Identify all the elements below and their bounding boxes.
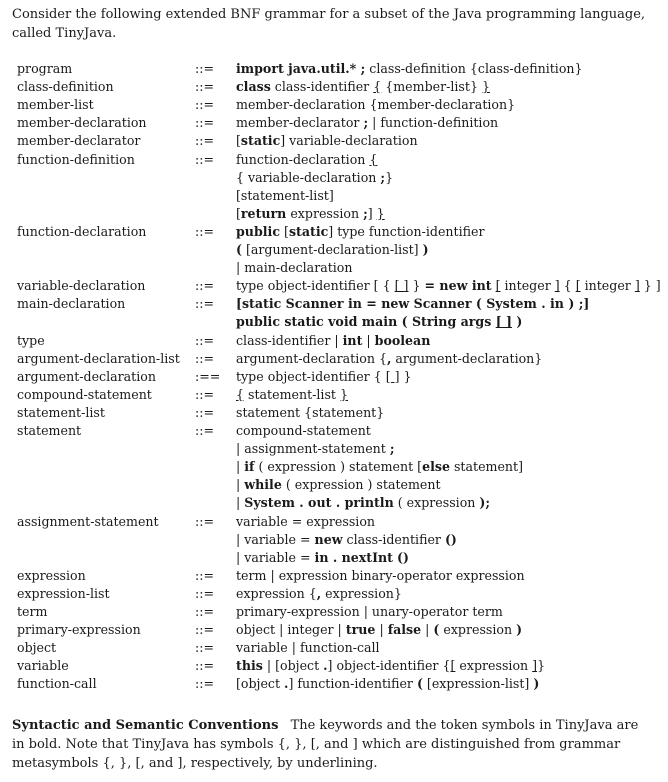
grammar-rhs [236,440,394,458]
grammar-lhs: function-declaration [17,223,147,239]
grammar-lhs: member-declaration [17,115,147,131]
grammar-token: function-declaration [236,151,370,167]
grammar-token: | main-declaration [236,260,353,276]
grammar-row [0,458,668,476]
grammar-token: int [342,332,363,348]
grammar-operator: ::= [195,676,215,692]
grammar-token: ); [479,495,491,511]
grammar-rhs [236,549,409,567]
grammar-operator: ::= [195,404,215,420]
grammar-token: ] function-identifier [288,676,417,692]
grammar-token: member-declarator [236,115,364,131]
grammar-token: , [386,350,392,366]
grammar-token: class [236,79,271,95]
grammar-lhs: expression [17,567,86,583]
grammar-operator: ::= [195,622,215,638]
grammar-lhs: variable [17,658,69,674]
grammar-token: ; [363,115,369,131]
grammar-token: | [object [262,658,324,674]
grammar-row [0,422,668,440]
grammar-token: true [345,622,376,638]
grammar-rhs [236,386,348,404]
grammar-token: ] [554,278,560,294]
grammar-token: in . nextInt [314,549,393,565]
grammar-lhs: function-definition [17,151,135,167]
grammar-row [0,513,668,531]
grammar-row [0,132,668,150]
grammar-row [0,386,668,404]
grammar-token: [statement-list] [236,187,334,203]
grammar-rhs [236,458,523,476]
grammar-lhs: term [17,604,48,619]
grammar-row [0,531,668,549]
grammar-token: statement] [449,459,523,475]
grammar-token: System . out . println [244,495,394,511]
grammar-token: compound-statement [236,423,371,438]
grammar-lhs: assignment-statement [17,513,159,529]
grammar-token: | [236,477,245,493]
grammar-token: ) [516,622,523,638]
grammar-token: ] [367,205,377,221]
grammar-token: { [373,79,382,95]
grammar-row [0,295,668,313]
grammar-token: | [236,459,245,475]
grammar-token: { [369,151,378,167]
grammar-lhs: compound-statement [17,386,152,402]
grammar-token: ; [380,169,386,185]
grammar-rhs [236,241,429,259]
grammar-row [0,241,668,259]
grammar-rhs [236,205,385,223]
grammar-token: | variable = [236,531,315,547]
grammar-rhs [236,96,515,114]
grammar-rhs [236,132,418,150]
grammar-token: return [240,205,287,221]
grammar-token: { [559,278,576,294]
grammar-token: expression { [236,585,317,601]
grammar-token: { variable-declaration [236,169,381,185]
grammar-token: {member-list} [381,79,482,95]
grammar-operator: ::= [195,513,215,529]
grammar-token: [ [495,278,501,294]
grammar-lhs: member-declarator [17,133,141,149]
grammar-token: ] variable-declaration [280,133,418,149]
grammar-row [0,187,668,205]
grammar-token: class-identifier | [236,332,343,348]
grammar-rhs [236,277,661,295]
grammar-lhs: primary-expression [17,622,141,638]
grammar-row [0,151,668,169]
grammar-row [0,549,668,567]
grammar-token: statement {statement} [236,404,385,420]
grammar-token: expression [455,658,533,674]
grammar-rhs [236,114,498,132]
grammar-operator: ::= [195,604,215,619]
grammar-token: argument-declaration} [391,350,543,366]
grammar-row [0,223,668,241]
grammar-rhs [236,60,583,78]
grammar-rhs [236,332,430,350]
grammar-token: { [236,386,245,402]
grammar-token: } [408,278,425,294]
grammar-token: | variable = [236,549,315,565]
grammar-rhs [236,313,522,331]
grammar-row [0,603,668,621]
grammar-token: () [397,549,409,565]
grammar-row [0,332,668,350]
grammar-token: | [375,622,388,638]
grammar-token: term | expression binary-operator expression [236,567,525,583]
grammar-token: false [387,622,422,638]
grammar-token: = new int [424,278,492,294]
grammar-token: ( expression ) statement [ [254,459,423,475]
grammar-token: ) [533,676,540,692]
grammar-token: . [284,676,289,692]
grammar-lhs: function-call [17,676,97,692]
grammar-row [0,259,668,277]
grammar-lhs: argument-declaration-list [17,350,180,366]
grammar-lhs: statement-list [17,404,105,420]
grammar-token: [ [236,133,241,149]
grammar-row [0,169,668,187]
grammar-row [0,78,668,96]
grammar-token: } [385,169,394,185]
grammar-rhs [236,621,522,639]
grammar-token: ( [433,622,440,638]
grammar-token: | [362,332,375,348]
grammar-row [0,657,668,675]
grammar-row [0,585,668,603]
grammar-operator: ::= [195,61,215,76]
grammar-operator: ::= [195,386,215,402]
grammar-row [0,675,668,693]
grammar-token: class-identifier [342,531,445,547]
grammar-token: static [288,223,329,239]
grammar-token: while [244,477,282,493]
grammar-rhs [236,169,393,187]
grammar-token: | assignment-statement [236,441,390,457]
grammar-token: , [316,585,322,601]
grammar-rhs [236,259,353,277]
grammar-operator: ::= [195,350,215,366]
conventions-title: Syntactic and Semantic Conventions [12,718,279,733]
grammar-token: ( [416,676,423,692]
grammar-token: } [399,368,412,384]
grammar-operator: ::= [195,223,215,239]
grammar-operator: ::= [195,567,215,583]
grammar-rhs [236,476,441,494]
grammar-token: class-definition {class-definition} [365,61,583,76]
grammar-token: new [314,531,343,547]
grammar-row [0,639,668,657]
grammar-rhs [236,657,545,675]
grammar-token: expression} [321,585,402,601]
grammar-token: expression [286,205,364,221]
grammar-token: } ] [639,278,661,294]
grammar-token: type object-identifier [ { [236,278,395,294]
grammar-token: ] object-identifier { [327,658,451,674]
grammar-lhs: program [17,61,73,76]
grammar-token: . [323,658,328,674]
grammar-lhs: argument-declaration [17,368,156,384]
grammar-rhs [236,350,542,368]
grammar-row [0,368,668,386]
grammar-token: [static Scanner in = new Scanner ( System . in ) ;] [236,296,590,312]
grammar-lhs: class-definition [17,79,114,95]
grammar-operator: ::= [195,640,215,656]
grammar-row [0,404,668,422]
grammar-token: ; [363,205,368,221]
grammar-token: } [481,79,490,95]
grammar-operator: ::= [195,133,215,149]
grammar-row [0,205,668,223]
grammar-rhs [236,368,412,386]
grammar-token: class-identifier [270,79,374,95]
grammar-row [0,96,668,114]
grammar-lhs: member-list [17,97,94,113]
intro-paragraph: Consider the following extended BNF grammar for a subset of the Java programming language, called TinyJava. [12,7,646,41]
grammar-token: [ ] [394,278,409,294]
grammar-rhs [236,422,371,440]
grammar-row [0,114,668,132]
grammar-rhs [236,223,484,241]
grammar-token: else [422,459,450,475]
grammar-rhs [236,187,334,205]
grammar-operator: ::= [195,296,215,312]
grammar-token: variable = expression [236,513,376,529]
grammar-token: ( expression ) statement [281,477,441,493]
conventions-body: The keywords and the token symbols in TinyJava are in bold. Note that TinyJava has symbols {, }, [, and ] which are distinguished from grammar metasymbols {, }, [, and ], respectively, by underlining. [12,718,639,771]
grammar-row [0,350,668,368]
grammar-lhs: type [17,332,45,348]
grammar-token: [ [236,205,241,221]
grammar-token: this [236,658,263,674]
grammar-row [0,567,668,585]
grammar-token: [argument-declaration-list] [241,242,423,257]
grammar-operator: ::= [195,585,215,601]
grammar-token: variable | function-call [236,640,380,656]
grammar-rhs [236,151,377,169]
grammar-row [0,476,668,494]
grammar-lhs: object [17,640,57,656]
grammar-token: public static void main ( String args [236,314,496,330]
grammar-token: public [236,223,281,239]
grammar-token: integer [500,278,555,294]
grammar-token: primary-expression | unary-operator term [236,604,503,619]
grammar-token: boolean [374,332,431,348]
grammar-rhs [236,567,525,585]
grammar-token: import java.util.* ; [236,61,366,76]
grammar-token: ] type function-identifier [328,223,485,239]
grammar-token: statement-list [244,386,340,402]
grammar-token: } [376,205,385,221]
grammar-token: if [244,459,255,475]
conventions-paragraph [12,716,652,773]
grammar-token: [object [236,676,285,692]
grammar-token: ) [512,314,523,330]
grammar-token: } [339,386,348,402]
grammar-operator: ::= [195,79,215,95]
grammar-lhs: variable-declaration [17,278,146,294]
grammar-row [0,60,668,78]
grammar-token: [ [575,278,581,294]
grammar-rhs [236,494,490,512]
grammar-token: () [444,531,457,547]
grammar-token: argument-declaration { [236,350,387,366]
grammar-operator: ::= [195,332,215,348]
grammar-token: ( expression [393,495,480,511]
grammar-row [0,313,668,331]
grammar-row [0,621,668,639]
grammar-token: member-declaration {member-declaration} [236,97,516,113]
grammar-token: [ [280,223,289,239]
grammar-rhs [236,404,384,422]
grammar-token: ) [422,242,429,257]
grammar-token: type object-identifier { [236,368,386,384]
grammar-operator: ::= [195,423,215,438]
grammar-rhs [236,295,589,313]
grammar-token: object | integer | [236,622,346,638]
grammar-row [0,440,668,458]
grammar-token: integer [580,278,635,294]
grammar-rhs [236,585,402,603]
grammar-operator: ::= [195,115,215,131]
grammar-token: ] [634,278,640,294]
grammar-lhs: statement [17,423,82,438]
grammar-token: | function-definition [368,115,499,131]
grammar-token: | [421,622,434,638]
grammar-token: expression [439,622,517,638]
grammar-token: ] [532,658,538,674]
grammar-token: [ ] [495,314,513,330]
grammar-operator: ::= [195,278,215,294]
grammar-lhs: expression-list [17,585,110,601]
grammar-token: ; [389,441,395,457]
grammar-rhs [236,639,380,657]
grammar-operator: ::= [195,151,215,167]
grammar-row [0,494,668,512]
grammar-row [0,277,668,295]
grammar-rhs [236,78,490,96]
grammar-lhs: main-declaration [17,296,126,312]
grammar-token: | [236,495,245,511]
grammar-rhs [236,603,503,621]
grammar-token: ( [236,242,242,257]
grammar-token: static [240,133,281,149]
grammar-operator: :== [195,368,221,384]
grammar-operator: ::= [195,658,215,674]
grammar-operator: ::= [195,97,215,113]
grammar-token: } [537,658,546,674]
grammar-rhs [236,513,375,531]
grammar-token: [ [450,658,456,674]
grammar-token: [ ] [385,368,400,384]
grammar-token: [expression-list] [422,676,534,692]
grammar-rhs [236,531,457,549]
grammar-rhs [236,675,539,693]
